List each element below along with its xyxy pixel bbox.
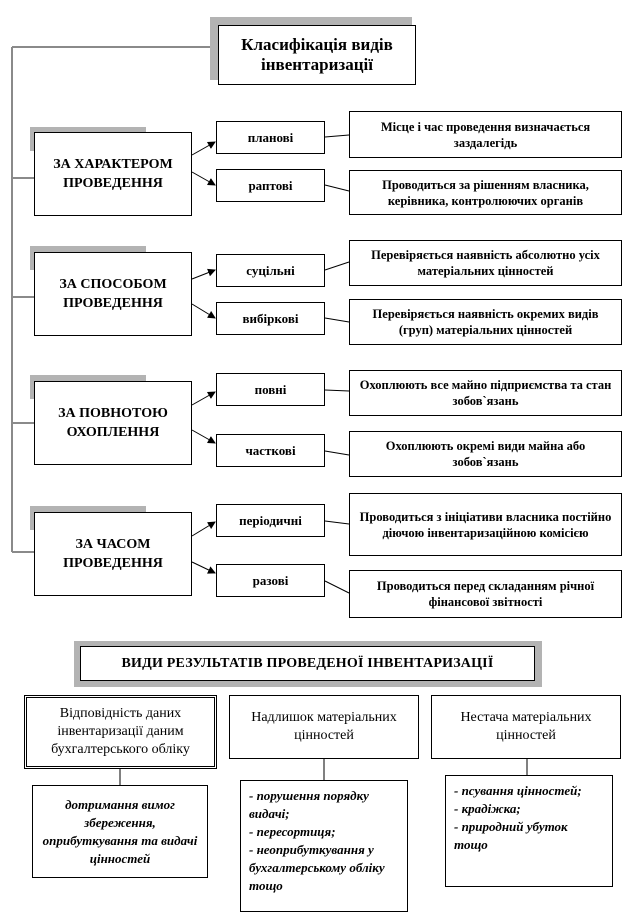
category-box-time: ЗА ЧАСОМ ПРОВЕДЕННЯ [34, 512, 192, 596]
type-box-periodic: періодичні [216, 504, 325, 537]
type-box-one-time: разові [216, 564, 325, 597]
list-item: - неоприбуткування у бухгалтерському обліку тощо [249, 842, 385, 893]
list-item: - крадіжка; [454, 801, 521, 816]
description-box-one-time: Проводиться перед складанням річної фінансової звітності [349, 570, 622, 618]
result-detail-match: дотримання вимог збереження, оприбуткування та видачі цінностей [32, 785, 208, 878]
surplus-causes-list [249, 787, 399, 895]
list-item: - природний убуток тощо [454, 819, 568, 852]
category-box-character: ЗА ХАРАКТЕРОМ ПРОВЕДЕННЯ [34, 132, 192, 216]
diagram-title [218, 25, 416, 85]
result-box-surplus: Надлишок матеріальних цінностей [229, 695, 419, 759]
description-box-full: Охоплюють все майно підприємства та стан зобов`язань [349, 370, 622, 416]
list-item: - порушення порядку видачі; [249, 788, 369, 821]
category-box-method: ЗА СПОСОБОМ ПРОВЕДЕННЯ [34, 252, 192, 336]
diagram-title-text: Класифікація видів інвентаризації [241, 35, 393, 74]
description-box-selective: Перевіряється наявність окремих видів (груп) матеріальних цінностей [349, 299, 622, 345]
type-box-full: повні [216, 373, 325, 406]
shortage-causes-list [454, 782, 604, 854]
list-item: - псування цінностей; [454, 783, 582, 798]
type-box-partial: часткові [216, 434, 325, 467]
type-box-continuous: суцільні [216, 254, 325, 287]
description-box-sudden: Проводиться за рішенням власника, керівника, контролюючих органів [349, 170, 622, 215]
result-detail-surplus [240, 780, 408, 912]
list-item: - пересортиця; [249, 824, 336, 839]
results-title: ВИДИ РЕЗУЛЬТАТІВ ПРОВЕДЕНОЇ ІНВЕНТАРИЗАЦІЇ [80, 646, 535, 681]
type-box-planned: планові [216, 121, 325, 154]
type-box-sudden: раптові [216, 169, 325, 202]
type-box-selective: вибіркові [216, 302, 325, 335]
result-box-shortage: Нестача матеріальних цінностей [431, 695, 621, 759]
category-box-coverage: ЗА ПОВНОТОЮ ОХОПЛЕННЯ [34, 381, 192, 465]
result-detail-shortage [445, 775, 613, 887]
description-box-continuous: Перевіряється наявність абсолютно усіх матеріальних цінностей [349, 240, 622, 286]
description-box-planned: Місце і час проведення визначається заздалегідь [349, 111, 622, 158]
description-box-periodic: Проводиться з ініціативи власника постійно діючою інвентаризаційною комісією [349, 493, 622, 556]
description-box-partial: Охоплюють окремі види майна або зобов`язань [349, 431, 622, 477]
result-box-match: Відповідність даних інвентаризації даним бухгалтерського обліку [24, 695, 217, 769]
